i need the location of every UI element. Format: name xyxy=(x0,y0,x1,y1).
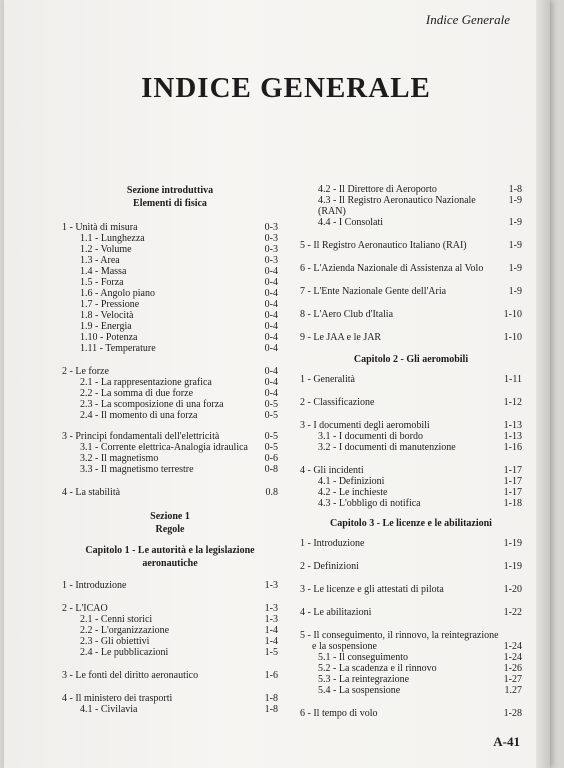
toc-subentry-page: 0-4 xyxy=(264,388,278,399)
toc-entry: 4 - Il ministero dei trasporti 1-8 xyxy=(62,693,278,704)
toc-entry: 1 - Introduzione 1-19 xyxy=(300,538,522,549)
toc-subentry-page: 1-3 xyxy=(264,614,278,625)
toc-entry: 2 - Classificazione 1-12 xyxy=(300,397,522,408)
toc-subentry xyxy=(62,233,278,244)
toc-subentry-page: 1-18 xyxy=(503,498,522,509)
toc-subentry xyxy=(62,388,278,399)
toc-subentry-label: 4.1 - Definizioni xyxy=(318,476,385,487)
toc-subentry xyxy=(62,636,278,647)
toc-subentry-label: 4.3 - L'obbligo di notifica xyxy=(318,498,421,509)
toc-left-column xyxy=(62,184,278,715)
page-edge xyxy=(536,0,550,768)
section-heading xyxy=(62,510,278,536)
section-heading xyxy=(62,184,278,210)
toc-entry: 7 - L'Ente Nazionale Gente dell'Aria 1-9 xyxy=(300,286,522,297)
toc-subentry xyxy=(62,464,278,475)
toc-subentry xyxy=(62,310,278,321)
toc-right-column xyxy=(300,184,522,719)
toc-subentry-page: 0-5 xyxy=(264,410,278,421)
toc-subentry-label: 4.2 - Le inchieste xyxy=(318,487,388,498)
toc-subentry-label: 3.3 - Il magnetismo terrestre xyxy=(80,464,194,475)
toc-subentry-page: 1-27 xyxy=(503,674,522,685)
toc-subentry xyxy=(62,255,278,266)
toc-entry: 4 - Gli incidenti 1-17 xyxy=(300,465,522,476)
toc-sublist xyxy=(62,442,278,475)
toc-subentry-label: 3.2 - I documenti di manutenzione xyxy=(318,442,456,453)
toc-subentry-page: 1-5 xyxy=(264,647,278,658)
toc-entry: 8 - L'Aero Club d'Italia 1-10 xyxy=(300,309,522,320)
toc-subentry-page: 1-9 xyxy=(508,217,522,228)
page-number: A-41 xyxy=(493,734,520,749)
toc-subentry-label: 5.2 - La scadenza e il rinnovo xyxy=(318,663,437,674)
toc-entry: 3 - Principi fondamentali dell'elettricità 0-5 xyxy=(62,431,278,442)
toc-subentry-label: 3.1 - I documenti di bordo xyxy=(318,431,423,442)
toc-subentry xyxy=(300,498,522,509)
toc-subentry-page: 1-26 xyxy=(503,663,522,674)
toc-subentry-page: 0-8 xyxy=(264,464,278,475)
toc-subentry xyxy=(62,377,278,388)
toc-subentry-label: 1.5 - Forza xyxy=(80,277,124,288)
toc-entry: 4 - Le abilitazioni 1-22 xyxy=(300,607,522,618)
toc-subentry xyxy=(62,704,278,715)
toc-sublist xyxy=(62,233,278,354)
section-heading-line: Elementi di fisica xyxy=(133,198,207,209)
toc-subentry-label: 5.4 - La sospensione xyxy=(318,685,401,696)
toc-sublist xyxy=(62,704,278,715)
toc-subentry xyxy=(300,431,522,442)
toc-subentry xyxy=(62,614,278,625)
toc-subentry xyxy=(62,299,278,310)
toc-subentry-page: 1-8 xyxy=(264,704,278,715)
toc-entry: 1 - Unità di misura 0-3 xyxy=(62,222,278,233)
chapter-heading: Capitolo 1 - Le autorità e la legislazione aeronautiche xyxy=(85,545,255,569)
toc-subentry-page: 0-4 xyxy=(264,277,278,288)
toc-subentry-label: 2.3 - La scomposizione di una forza xyxy=(80,399,224,410)
toc-subentry-page: 1-17 xyxy=(503,476,522,487)
toc-subentry-label: 2.4 - Le pubblicazioni xyxy=(80,647,169,658)
section-heading-line: Sezione introduttiva xyxy=(126,185,214,196)
toc-subentry-page: 1-4 xyxy=(264,625,278,636)
toc-subentry-label: 2.1 - La rappresentazione grafica xyxy=(80,377,212,388)
toc-subentry xyxy=(300,652,522,663)
toc-subentry-page: 0-4 xyxy=(264,288,278,299)
toc-sublist xyxy=(300,652,522,696)
toc-subentry-page: 1-13 xyxy=(503,431,522,442)
toc-subentry-page: 1-4 xyxy=(264,636,278,647)
toc-subentry-page: 0-5 xyxy=(264,399,278,410)
toc-subentry-label: 1.3 - Area xyxy=(80,255,120,266)
toc-subentry xyxy=(300,674,522,685)
toc-subentry xyxy=(62,244,278,255)
toc-subentry-label: 5.3 - La reintegrazione xyxy=(318,674,410,685)
toc-entry: 3 - Le licenze e gli attestati di pilota 1-20 xyxy=(300,584,522,595)
toc-sublist xyxy=(62,614,278,658)
toc-subentry-page: 0-3 xyxy=(264,233,278,244)
toc-subentry xyxy=(62,410,278,421)
toc-entry: 1 - Introduzione 1-3 xyxy=(62,580,278,591)
toc-subentry-label: 2.2 - La somma di due forze xyxy=(80,388,194,399)
toc-entry: 3 - Le fonti del diritto aeronautico 1-6 xyxy=(62,670,278,681)
toc-subentry-label: 3.1 - Corrente elettrica-Analogia idraulica xyxy=(80,442,248,453)
toc-subentry-page: 0-4 xyxy=(264,343,278,354)
chapter-heading: Capitolo 2 - Gli aeromobili xyxy=(353,354,469,365)
toc-subentry-page: 0-4 xyxy=(264,321,278,332)
toc-subentry-page: 0-4 xyxy=(264,377,278,388)
toc-sublist xyxy=(62,377,278,421)
toc-entry: e la sospensione 1-24 xyxy=(312,641,522,652)
toc-subentry-page: 1.27 xyxy=(504,685,522,696)
toc-entry: 2 - L'ICAO 1-3 xyxy=(62,603,278,614)
toc-entry: 1 - Generalità 1-11 xyxy=(300,374,522,385)
toc-subentry xyxy=(62,288,278,299)
toc-subentry xyxy=(62,453,278,464)
book-page xyxy=(4,0,550,768)
toc-subentry xyxy=(62,321,278,332)
toc-subentry xyxy=(300,476,522,487)
toc-subentry-page: 0-6 xyxy=(264,453,278,464)
toc-subentry-label: 1.11 - Temperature xyxy=(80,343,156,354)
toc-subentry-label: 4.2 - Il Direttore di Aeroporto xyxy=(318,184,437,195)
running-header: Indice Generale xyxy=(425,12,510,27)
toc-subentry-label: 2.1 - Cenni storici xyxy=(80,614,153,625)
toc-subentry-label: 1.4 - Massa xyxy=(80,266,127,277)
toc-sublist xyxy=(300,476,522,509)
toc-sublist xyxy=(300,431,522,453)
toc-subentry xyxy=(300,195,522,217)
toc-entry: 2 - Le forze 0-4 xyxy=(62,366,278,377)
toc-subentry-label: 5.1 - Il conseguimento xyxy=(318,652,408,663)
toc-subentry-label: 4.4 - I Consolati xyxy=(318,217,383,228)
toc-entry: 6 - L'Azienda Nazionale di Assistenza al Volo 1-9 xyxy=(300,263,522,274)
toc-subentry xyxy=(300,442,522,453)
toc-subentry xyxy=(62,266,278,277)
toc-subentry-page: 0-4 xyxy=(264,332,278,343)
toc-subentry-page: 0-5 xyxy=(264,442,278,453)
toc-subentry xyxy=(300,217,522,228)
section-heading-line: Regole xyxy=(155,524,185,535)
toc-entry: 9 - Le JAA e le JAR 1-10 xyxy=(300,332,522,343)
section-heading-line: Sezione 1 xyxy=(150,511,190,522)
toc-subentry-label: 1.1 - Lunghezza xyxy=(80,233,145,244)
toc-entry: 2 - Definizioni 1-19 xyxy=(300,561,522,572)
toc-subentry xyxy=(62,625,278,636)
toc-subentry-label: 2.2 - L'organizzazione xyxy=(80,625,170,636)
toc-subentry-page: 1-16 xyxy=(503,442,522,453)
chapter-heading: Capitolo 3 - Le licenze e le abilitazioni xyxy=(330,518,492,529)
toc-subentry xyxy=(62,343,278,354)
toc-subentry-label: 4.3 - Il Registro Aeronautico Nazionale (RAN) xyxy=(318,195,476,217)
toc-subentry-label: 1.9 - Energia xyxy=(80,321,132,332)
toc-subentry xyxy=(300,487,522,498)
toc-entry: 4 - La stabilità 0.8 xyxy=(62,487,278,498)
toc-subentry-page: 1-24 xyxy=(503,652,522,663)
toc-subentry-label: 1.6 - Angolo piano xyxy=(80,288,155,299)
toc-subentry-label: 4.1 - Civilavia xyxy=(80,704,138,715)
toc-subentry-label: 1.8 - Velocità xyxy=(80,310,134,321)
toc-entry: 3 - I documenti degli aeromobili 1-13 xyxy=(300,420,522,431)
toc-subentry xyxy=(62,442,278,453)
toc-subentry-label: 2.4 - Il momento di una forza xyxy=(80,410,198,421)
toc-entry: 5 - Il conseguimento, il rinnovo, la reintegrazione xyxy=(300,630,499,641)
toc-subentry-page: 0-4 xyxy=(264,299,278,310)
toc-subentry-page: 0-4 xyxy=(264,266,278,277)
toc-subentry xyxy=(300,685,522,696)
toc-subentry xyxy=(62,277,278,288)
toc-subentry xyxy=(62,399,278,410)
toc-entry: 6 - Il tempo di volo 1-28 xyxy=(300,708,522,719)
toc-entry: 5 - Il Registro Aeronautico Italiano (RAI) 1-9 xyxy=(300,240,522,251)
toc-subentry-label: 1.10 - Potenza xyxy=(80,332,138,343)
toc-subentry-label: 1.2 - Volume xyxy=(80,244,132,255)
page-title: INDICE GENERALE xyxy=(141,72,431,104)
toc-subentry-label: 1.7 - Pressione xyxy=(80,299,140,310)
toc-subentry-page: 0-3 xyxy=(264,244,278,255)
toc-subentry-page: 1-8 xyxy=(508,184,522,195)
toc-sublist xyxy=(300,184,522,228)
toc-subentry-label: 2.3 - Gli obiettivi xyxy=(80,636,150,647)
toc-subentry-page: 0-4 xyxy=(264,310,278,321)
toc-subentry xyxy=(62,332,278,343)
toc-subentry-page: 1-9 xyxy=(508,195,522,206)
toc-subentry-page: 0-3 xyxy=(264,255,278,266)
toc-subentry xyxy=(62,647,278,658)
toc-subentry-page: 1-17 xyxy=(503,487,522,498)
toc-subentry xyxy=(300,184,522,195)
toc-subentry xyxy=(300,663,522,674)
toc-subentry-label: 3.2 - Il magnetismo xyxy=(80,453,159,464)
